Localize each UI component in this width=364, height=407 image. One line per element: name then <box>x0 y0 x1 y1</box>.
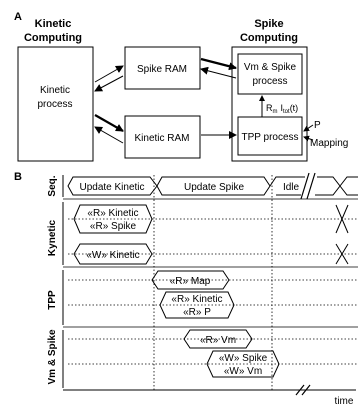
time-axis-label: time <box>334 396 354 407</box>
tpp-read-p: «R» P <box>183 307 211 318</box>
seq-update-spike: Update Spike <box>183 182 245 193</box>
spike-ram-label: Spike RAM <box>136 64 188 75</box>
current-label-i-sub: tot <box>283 109 290 115</box>
vm-write-vm: «W» Vm <box>223 366 263 377</box>
kynetic-read-spike: «R» Spike <box>89 221 137 232</box>
spike-computing-title-line1: Spike <box>254 18 284 30</box>
arrow-spike-ram-to-kinetic-process <box>95 76 123 91</box>
vm-spike-process-label-line2: process <box>252 76 288 87</box>
vm-read-vm: «R» Vm <box>199 335 237 346</box>
kinetic-computing-title-line1: Kinetic <box>34 18 72 30</box>
tpp-read-kinetic: «R» Kinetic <box>171 294 223 305</box>
kinetic-process-label-line2: process <box>37 99 73 110</box>
kinetic-process-label-line1: Kinetic <box>39 85 71 96</box>
kinetic-computing-title-line2: Computing <box>23 32 83 44</box>
current-label-t: (t) <box>289 103 299 113</box>
seq-update-kinetic: Update Kinetic <box>79 182 145 193</box>
seq-idle: Idle <box>282 182 300 193</box>
current-label-i: I <box>280 103 284 113</box>
kinetic-ram-label: Kinetic RAM <box>134 133 190 144</box>
kynetic-write-kinetic: «W» Kinetic <box>86 250 140 261</box>
vm-write-spike: «W» Spike <box>218 353 268 364</box>
current-label-r-sub: m <box>272 109 278 115</box>
vm-spike-process-label-line1: Vm & Spike <box>243 62 297 73</box>
lane-label-kynetic: Kynetic <box>47 219 58 257</box>
tpp-read-map: «R» Map <box>169 276 211 287</box>
lane-label-vm-spike: Vm & Spike <box>47 329 58 385</box>
spike-computing-title-line2: Computing <box>239 32 299 44</box>
arrow-kinetic-process-to-spike-ram <box>95 66 123 82</box>
arrow-kinetic-process-to-kinetic-ram <box>95 115 123 131</box>
arrow-spike-process-to-spike-ram <box>201 69 236 78</box>
panel-b-label: B <box>14 171 22 183</box>
panel-a-label: A <box>14 11 22 23</box>
kynetic-read-kinetic: «R» Kinetic <box>87 208 139 219</box>
tpp-process-label: TPP process <box>241 132 299 143</box>
current-label-r: R <box>266 103 273 113</box>
input-p-label: P <box>314 120 321 131</box>
seq-bus-tail <box>315 177 358 195</box>
lane-label-seq: Seq. <box>47 175 58 197</box>
input-mapping-label: Mapping <box>310 138 349 149</box>
lane-label-tpp: TPP <box>47 290 58 310</box>
arrow-spike-ram-to-spike-process <box>201 59 236 68</box>
vm-spike-process-box <box>238 54 302 94</box>
